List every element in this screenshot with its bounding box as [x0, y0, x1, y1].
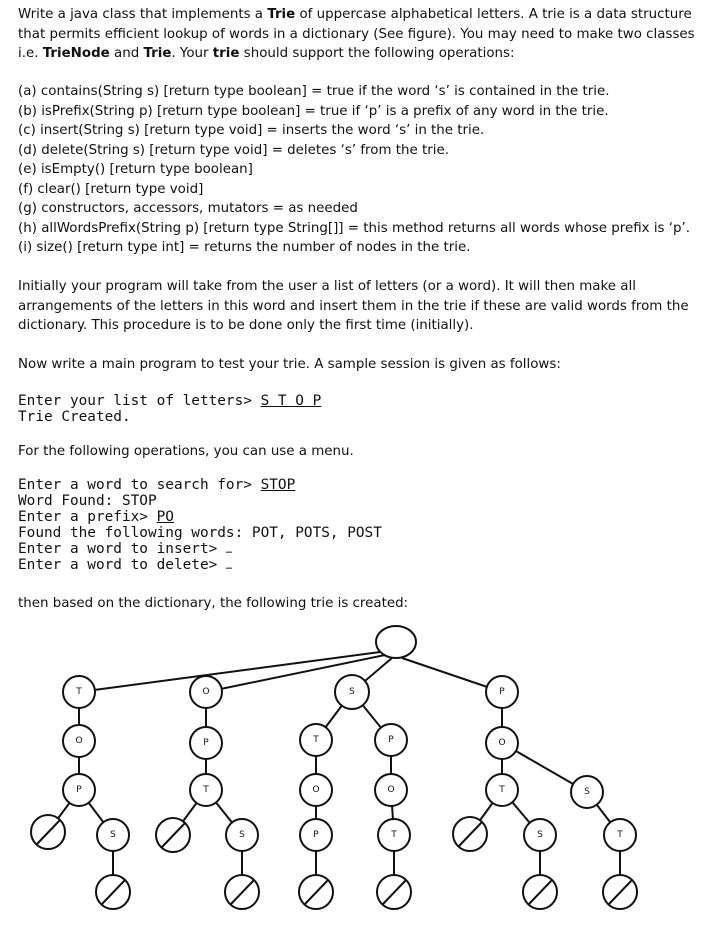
trie-node-label: T — [313, 735, 319, 745]
menu-note: For the following operations, you can use a menu. — [18, 444, 354, 459]
trie-node — [97, 819, 129, 851]
trie-node-label: T — [203, 785, 209, 795]
trie-node — [190, 676, 222, 708]
session-found-line: Word Found: STOP — [18, 493, 157, 509]
trie-diagram — [0, 610, 715, 936]
trie-node-label: O — [312, 785, 320, 795]
trie-node-label: P — [76, 785, 82, 795]
trie-node — [571, 776, 603, 808]
trie-node-label: P — [313, 830, 319, 840]
session-prefix-line: Enter a prefix> PO — [18, 509, 174, 525]
trie-node — [300, 774, 332, 806]
trie-node — [486, 774, 518, 806]
session-letters-line: Enter your list of letters> S T O P — [18, 393, 322, 409]
then-text: then based on the dictionary, the following trie is created: — [18, 596, 409, 611]
trie-node — [486, 676, 518, 708]
trie-node — [375, 724, 407, 756]
trie-node — [190, 727, 222, 759]
trie-node — [300, 724, 332, 756]
operation-a: (a) contains(String s) [return type boolean] = true if the word ‘s’ is contained in the trie. — [18, 84, 610, 99]
trie-node — [63, 676, 95, 708]
trie-node-label: O — [498, 738, 506, 748]
trie-node-label: P — [203, 738, 209, 748]
now-write-paragraph: Now write a main program to test your trie. A sample session is given as follows: — [18, 357, 561, 372]
session-created-line: Trie Created. — [18, 409, 131, 425]
operation-b: (b) isPrefix(String p) [return type boolean] = true if ‘p’ is a prefix of any word in the trie. — [18, 103, 609, 119]
trie-node-label: T — [76, 687, 82, 697]
null-node-icon — [377, 875, 411, 909]
null-node-icon — [31, 815, 65, 849]
null-node-icon — [299, 875, 333, 909]
operation-d: (d) delete(String s) [return type void] = deletes ‘s’ from the trie. — [18, 142, 449, 158]
trie-node — [378, 819, 410, 851]
initially-paragraph: Initially your program will take from the user a list of letters (or a word). It will then make all arrangements of the letters in this word and insert them in the trie if these are valid words from the dictionary. This procedure is to be done only the first time (initially). — [18, 279, 689, 333]
trie-node-label: S — [584, 787, 590, 797]
null-node-icon — [156, 818, 190, 852]
null-node-icon — [96, 875, 130, 909]
trie-node — [524, 819, 556, 851]
operation-g: (g) constructors, accessors, mutators = as needed — [18, 201, 358, 216]
trie-node-label: O — [202, 687, 210, 697]
trie-node — [63, 725, 95, 757]
trie-node-label: S — [239, 830, 245, 840]
trie-node-label: S — [349, 687, 355, 697]
trie-node-label: T — [499, 785, 505, 795]
trie-node — [604, 819, 636, 851]
intro-paragraph: Write a java class that implements a Trie of uppercase alphabetical letters. A trie is a data structure that permits efficient lookup of words in a dictionary (See figure). You may need to make two classes i.e. TrieNode and Trie. Your trie should support the following operations: — [18, 7, 695, 61]
trie-node — [486, 727, 518, 759]
trie-node-label: T — [391, 830, 397, 840]
trie-node-label: S — [110, 830, 116, 840]
trie-node — [375, 774, 407, 806]
trie-node — [300, 819, 332, 851]
null-node-icon — [225, 875, 259, 909]
trie-root-node — [376, 626, 416, 658]
trie-node-label: O — [75, 736, 83, 746]
trie-node-label: P — [499, 687, 505, 697]
session-delete-line: Enter a word to delete> … — [18, 557, 232, 573]
trie-node-label: S — [537, 830, 543, 840]
operation-e: (e) isEmpty() [return type boolean] — [18, 162, 253, 177]
session-search-line: Enter a word to search for> STOP — [18, 477, 296, 493]
trie-node-label: O — [387, 785, 395, 795]
operation-i: (i) size() [return type int] = returns the number of nodes in the trie. — [18, 240, 471, 255]
null-node-icon — [453, 817, 487, 851]
null-node-icon — [523, 875, 557, 909]
operation-c: (c) insert(String s) [return type void] = inserts the word ‘s’ in the trie. — [18, 123, 485, 138]
null-node-icon — [603, 875, 637, 909]
operation-f: (f) clear() [return type void] — [18, 181, 204, 197]
trie-node — [335, 675, 369, 709]
session-found-words-line: Found the following words: POT, POTS, POST — [18, 525, 382, 541]
session-insert-line: Enter a word to insert> … — [18, 541, 232, 557]
trie-node-label: P — [388, 735, 394, 745]
trie-node — [63, 774, 95, 806]
trie-node-label: T — [617, 830, 623, 840]
operation-h: (h) allWordsPrefix(String p) [return type String[]] = this method returns all words whose prefix is ‘p’. — [18, 220, 691, 236]
trie-node — [226, 819, 258, 851]
trie-node — [190, 774, 222, 806]
